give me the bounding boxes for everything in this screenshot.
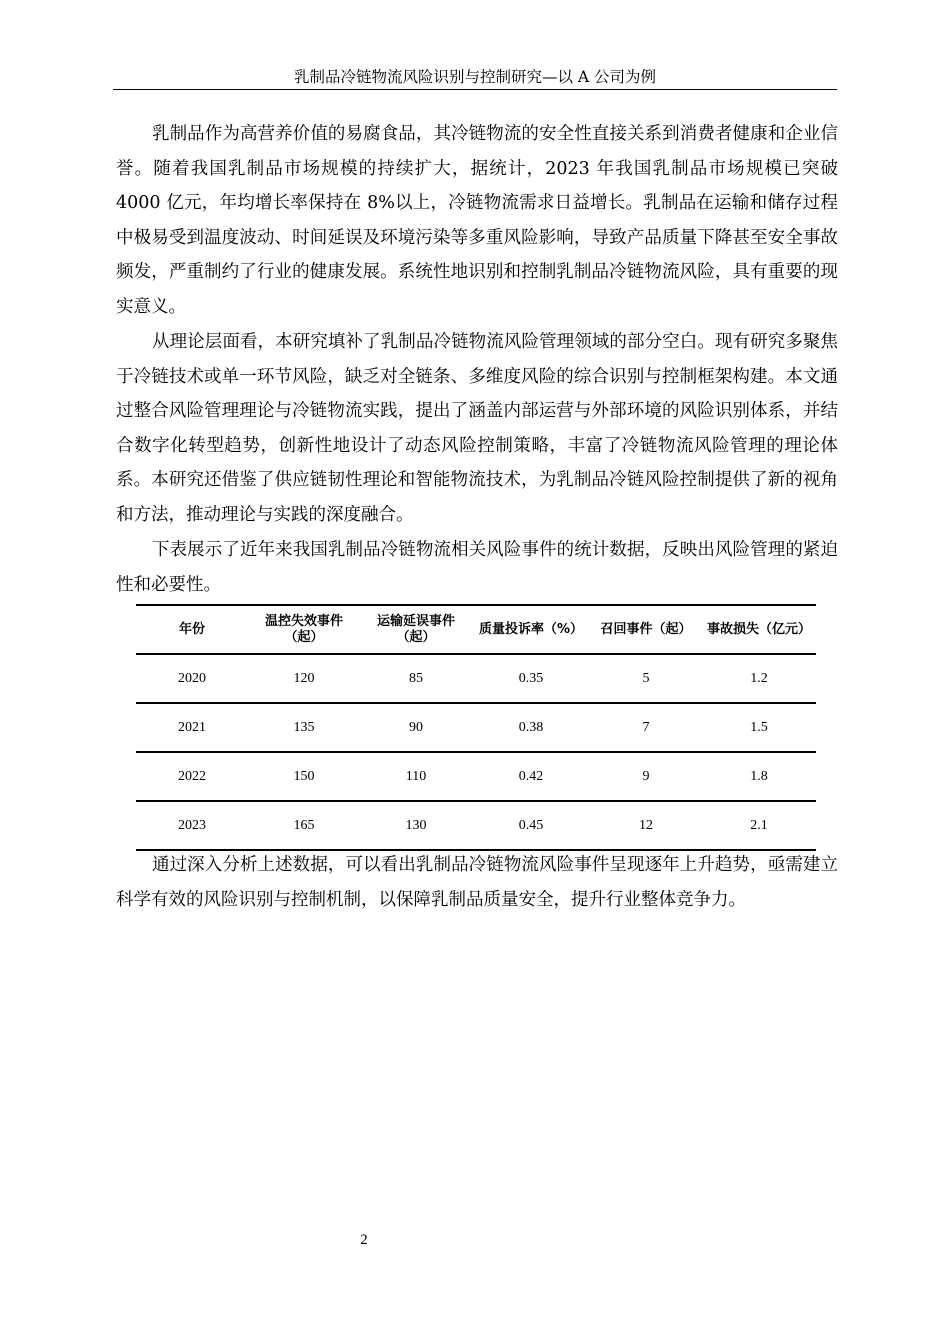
- cell-temp-failure: 135: [248, 703, 360, 752]
- header-cell-recall: 召回事件（起）: [590, 605, 702, 654]
- cell-year: 2022: [136, 752, 248, 801]
- header-cell-transport-delay: 运输延误事件（起）: [360, 605, 472, 654]
- table-row: [136, 801, 816, 850]
- header-cell-loss: 事故损失（亿元）: [702, 605, 816, 654]
- cell-transport-delay: 85: [360, 654, 472, 703]
- page-number: 2: [360, 1232, 368, 1248]
- header-cell-temp-failure: 温控失效事件（起）: [248, 605, 360, 654]
- cell-recall: 9: [590, 752, 702, 801]
- paragraph-table-intro: 下表展示了近年来我国乳制品冷链物流相关风险事件的统计数据，反映出风险管理的紧迫性和必要性。: [116, 540, 838, 595]
- cell-complaint-rate: 0.42: [472, 752, 590, 801]
- cell-transport-delay: 130: [360, 801, 472, 850]
- cell-loss: 1.5: [702, 703, 816, 752]
- header-cell-complaint-rate: 质量投诉率（%）: [472, 605, 590, 654]
- table-row: [136, 654, 816, 703]
- paragraph-conclusion: 通过深入分析上述数据，可以看出乳制品冷链物流风险事件呈现逐年上升趋势，亟需建立科学有效的风险识别与控制机制，以保障乳制品质量安全，提升行业整体竞争力。: [116, 855, 838, 910]
- header-rule: [113, 89, 837, 90]
- cell-year: 2023: [136, 801, 248, 850]
- cell-recall: 7: [590, 703, 702, 752]
- paragraph-theory: 从理论层面看，本研究填补了乳制品冷链物流风险管理领域的部分空白。现有研究多聚焦于冷链技术或单一环节风险，缺乏对全链条、多维度风险的综合识别与控制框架构建。本文通过整合风险管理理论与冷链物流实践，提出了涵盖内部运营与外部环境的风险识别体系，并结合数字化转型趋势，创新性地设计了动态风险控制策略，丰富了冷链物流风险管理的理论体系。本研究还借鉴了供应链韧性理论和智能物流技术，为乳制品冷链风险控制提供了新的视角和方法，推动理论与实践的深度融合。: [116, 332, 838, 525]
- cell-complaint-rate: 0.35: [472, 654, 590, 703]
- table-row: [136, 703, 816, 752]
- cell-complaint-rate: 0.38: [472, 703, 590, 752]
- cell-loss: 1.2: [702, 654, 816, 703]
- cell-loss: 2.1: [702, 801, 816, 850]
- cell-year: 2021: [136, 703, 248, 752]
- cell-year: 2020: [136, 654, 248, 703]
- cell-temp-failure: 150: [248, 752, 360, 801]
- table-row: [136, 752, 816, 801]
- risk-events-table: [136, 604, 816, 851]
- cell-complaint-rate: 0.45: [472, 801, 590, 850]
- cell-temp-failure: 120: [248, 654, 360, 703]
- table-header-row: [136, 605, 816, 654]
- header-cell-year: 年份: [136, 605, 248, 654]
- cell-transport-delay: 110: [360, 752, 472, 801]
- cell-temp-failure: 165: [248, 801, 360, 850]
- cell-transport-delay: 90: [360, 703, 472, 752]
- paragraph-background: 乳制品作为高营养价值的易腐食品，其冷链物流的安全性直接关系到消费者健康和企业信誉。随着我国乳制品市场规模的持续扩大，据统计，2023 年我国乳制品市场规模已突破 4000 亿元，年均增长率保持在 8%以上，冷链物流需求日益增长。乳制品在运输和储存过程中极易受到温度波动、时间延误及环境污染等多重风险影响，导致产品质量下降甚至安全事故频发，严重制约了行业的健康发展。系统性地识别和控制乳制品冷链物流风险，具有重要的现实意义。: [116, 124, 838, 317]
- cell-loss: 1.8: [702, 752, 816, 801]
- cell-recall: 12: [590, 801, 702, 850]
- running-header: 乳制品冷链物流风险识别与控制研究—以 A 公司为例: [293, 68, 657, 86]
- cell-recall: 5: [590, 654, 702, 703]
